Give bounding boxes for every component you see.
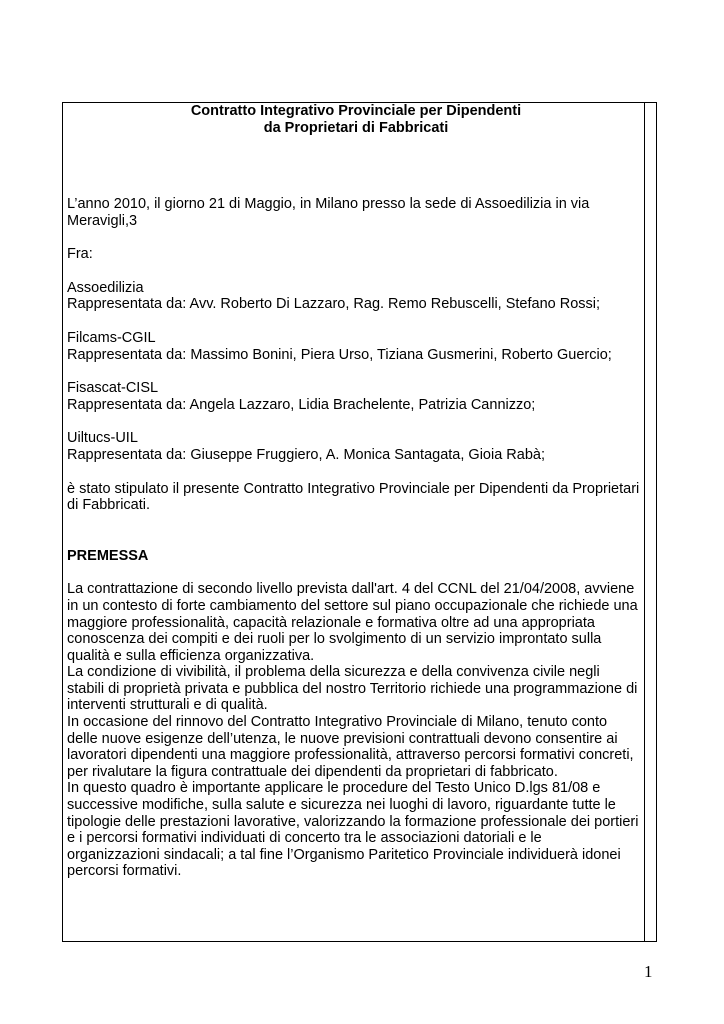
premessa-line: per rivalutare la figura contrattuale dei dipendenti da proprietari di fabbricato. (67, 763, 558, 780)
premessa-line: stabili di proprietà privata e pubblica del nostro Territorio richiede una programmazione di (67, 680, 638, 697)
premessa-line: tipologie delle prestazioni lavorative, valorizzando la formazione professionale dei portieri (67, 813, 639, 830)
party-represented-uiltucs: Rappresentata da: Giuseppe Fruggiero, A. Monica Santagata, Gioia Rabà; (67, 446, 545, 463)
party-represented-filcams: Rappresentata da: Massimo Bonini, Piera Urso, Tiziana Gusmerini, Roberto Guercio; (67, 346, 612, 363)
premessa-line: conoscenza dei compiti e dei ruoli per lo svolgimento di un servizio improntato sulla (67, 631, 602, 648)
intro-line-1: L’anno 2010, il giorno 21 di Maggio, in Milano presso la sede di Assoedilizia in via (67, 196, 590, 212)
premessa-line: in un contesto di forte cambiamento del settore sul piano occupazionale che richiede una (67, 597, 638, 614)
stipulated-line-2: di Fabbricati. (67, 497, 151, 514)
premessa-line: qualità e sulla efficienza organizzativa. (67, 647, 315, 664)
premessa-line: maggiore professionalità, capacità relazionale e formativa oltre ad una appropriata (67, 614, 595, 631)
party-name-uiltucs: Uiltucs-UIL (67, 430, 138, 447)
premessa-line: interventi strutturali e di qualità. (67, 697, 268, 714)
party-represented-fisascat: Rappresentata da: Angela Lazzaro, Lidia Brachelente, Patrizia Cannizzo; (67, 396, 536, 413)
premessa-line: In questo quadro è importante applicare le procedure del Testo Unico D.lgs 81/08 e (67, 780, 601, 797)
premessa-line: La contrattazione di secondo livello prevista dall'art. 4 del CCNL del 21/04/2008, avviene (67, 581, 635, 598)
party-represented-assoedilizia: Rappresentata da: Avv. Roberto Di Lazzaro, Rag. Remo Rebuscelli, Stefano Rossi; (67, 296, 601, 313)
document-body (67, 103, 645, 880)
party-name-filcams: Filcams-CGIL (67, 329, 156, 346)
premessa-heading: PREMESSA (67, 547, 149, 564)
title-line-2: da Proprietari di Fabbricati (263, 120, 449, 136)
premessa-line: lavoratori dipendenti una maggiore professionalità, attraverso percorsi formativi concreti, (67, 747, 634, 764)
party-name-assoedilizia: Assoedilizia (67, 279, 144, 296)
premessa-line: successive modifiche, sulla salute e sicurezza nei luoghi di lavoro, riguardante tutte le (67, 797, 616, 814)
premessa-line: delle nuove esigenze dell’utenza, le nuove previsioni contrattuali devono consentire ai (67, 730, 618, 747)
premessa-line: In occasione del rinnovo del Contratto Integrativo Provinciale di Milano, tenuto conto (67, 714, 608, 731)
stipulated-line-1: è stato stipulato il presente Contratto Integrativo Provinciale per Dipendenti da Proprietari (67, 480, 640, 497)
page-number: 1 (644, 962, 653, 981)
title-line-1: Contratto Integrativo Provinciale per Dipendenti (190, 103, 522, 119)
fra-label: Fra: (67, 246, 93, 263)
party-name-fisascat: Fisascat-CISL (67, 380, 159, 397)
premessa-line: La condizione di vivibilità, il problema della sicurezza e della convivenza civile negli (67, 664, 600, 681)
premessa-line: e i percorsi formativi individuati di concerto tra le associazioni datoriali e le (67, 830, 542, 847)
premessa-line: organizzazioni sindacali; a tal fine l’Organismo Paritetico Provinciale individuerà idonei (67, 846, 621, 863)
intro-line-2: Meravigli,3 (67, 212, 138, 229)
premessa-line: percorsi formativi. (67, 863, 182, 880)
